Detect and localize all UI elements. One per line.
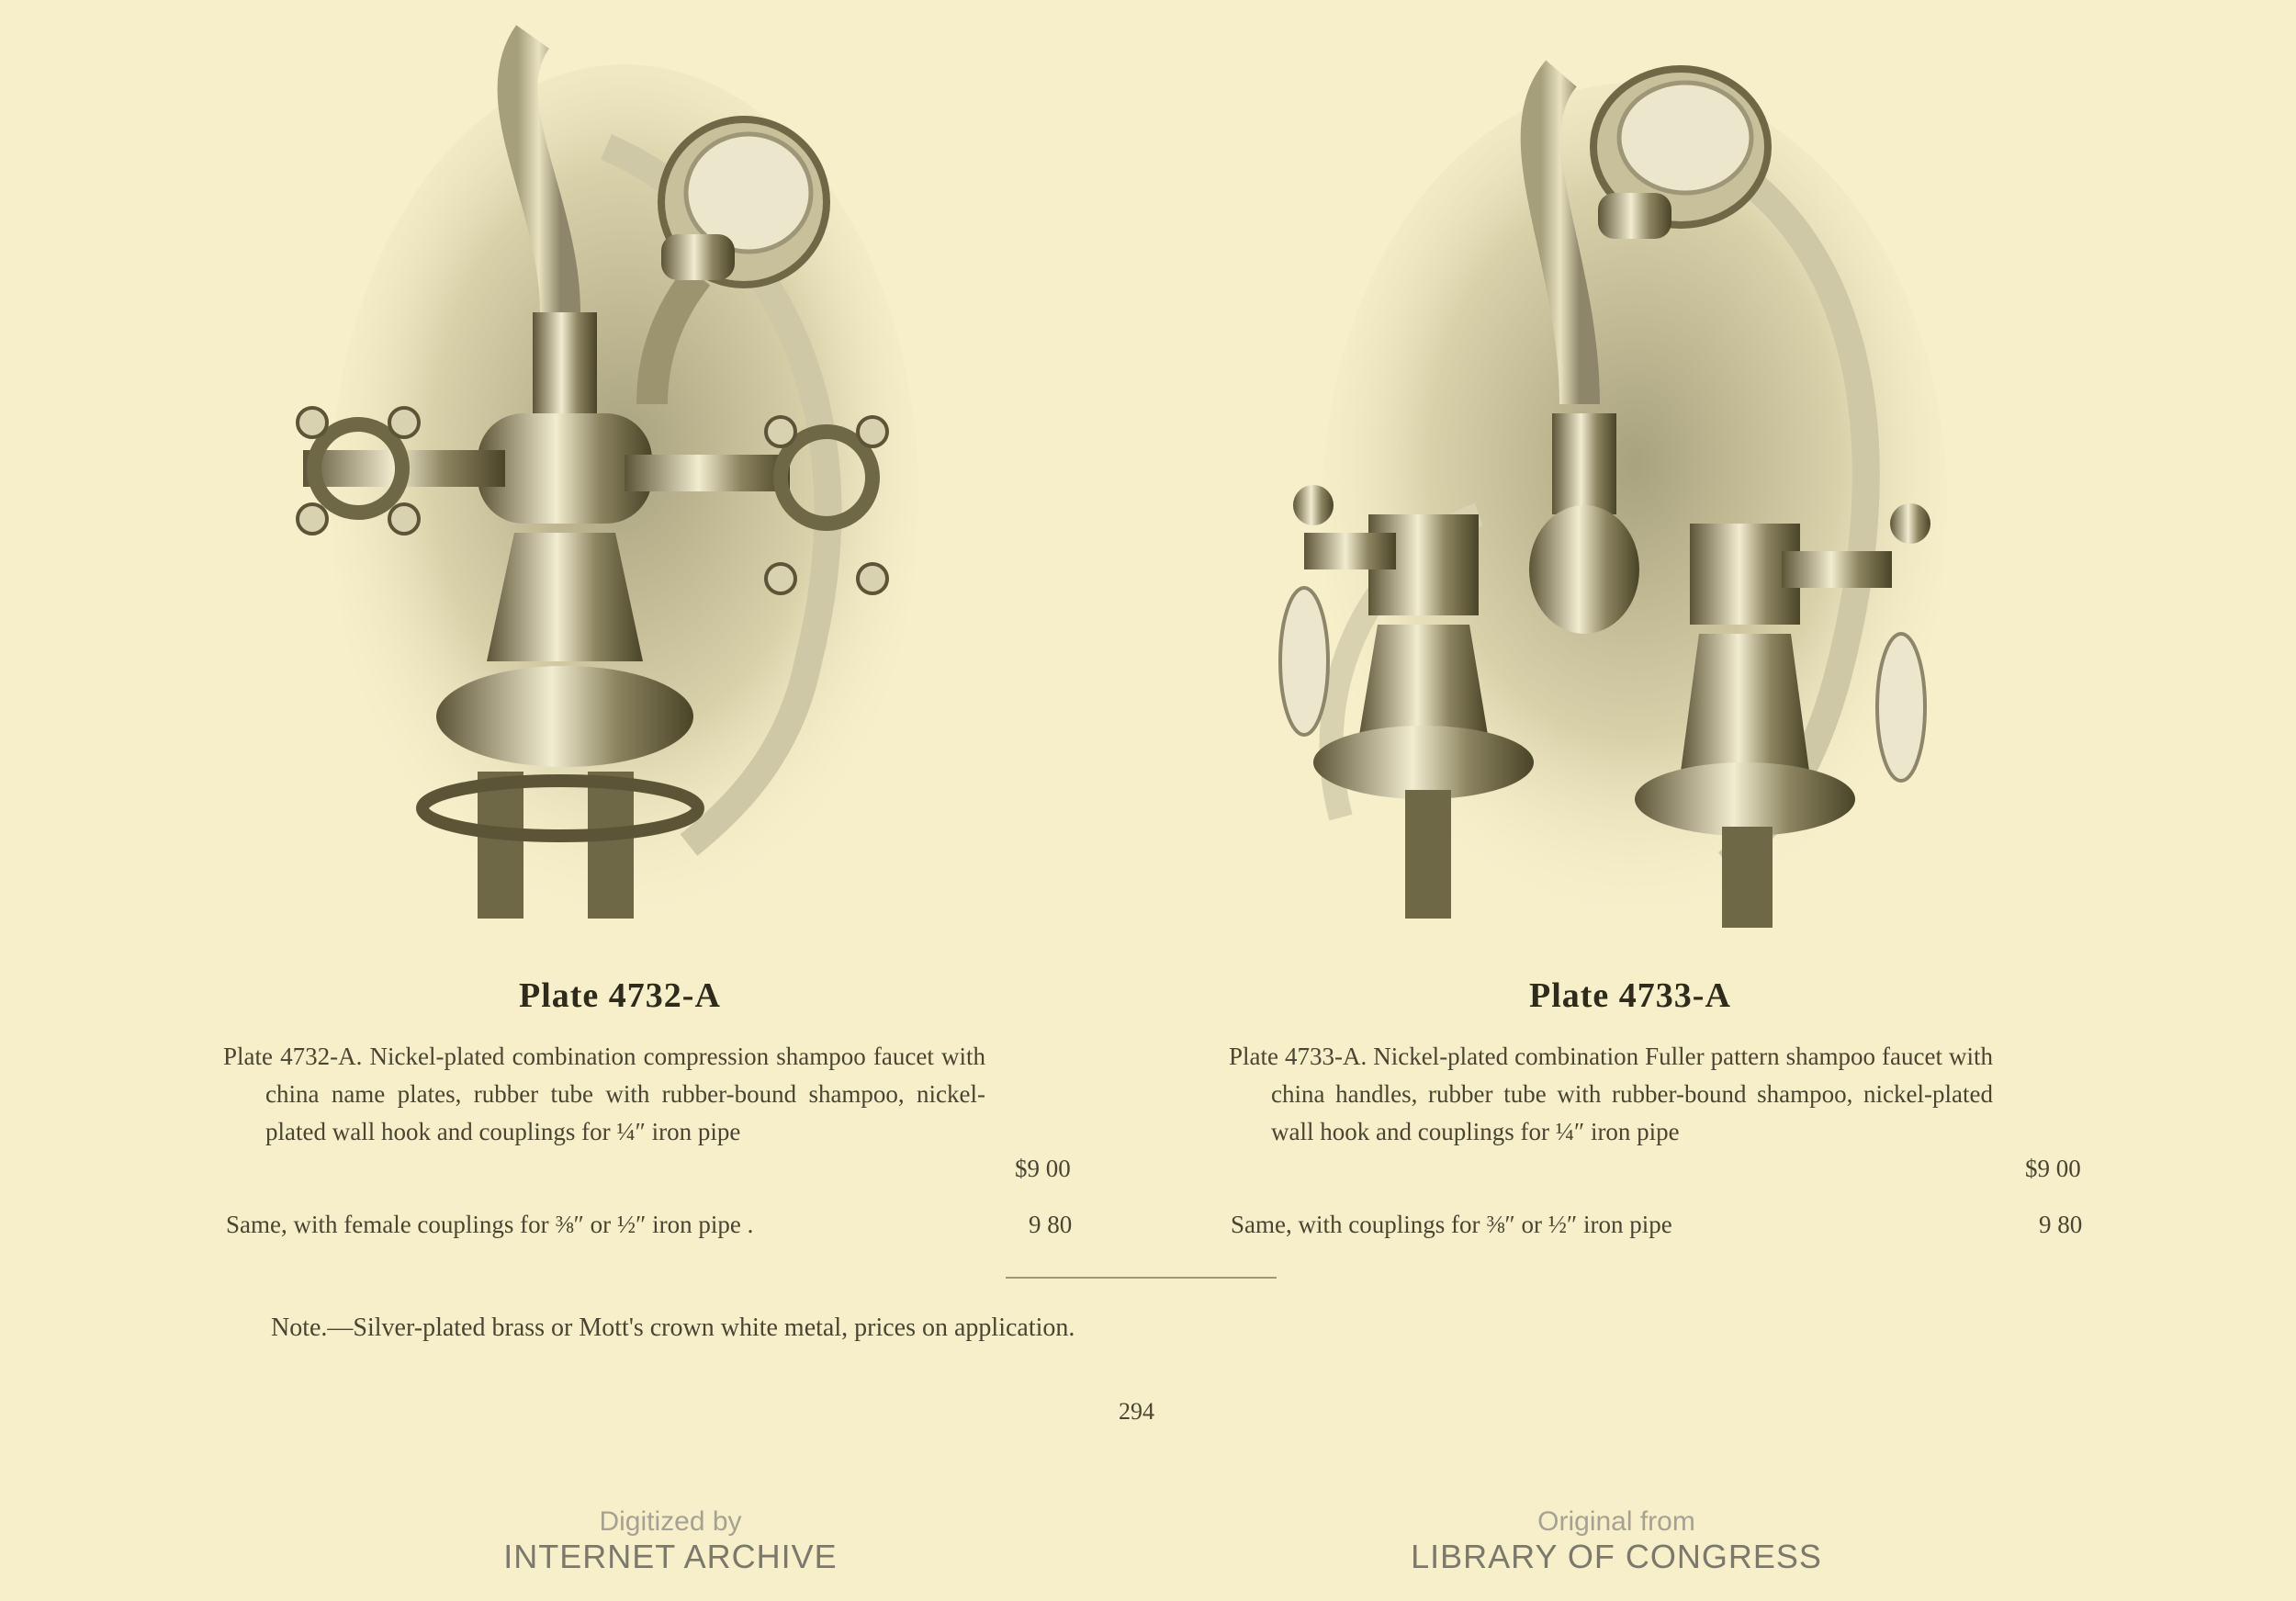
watermark-line2: LIBRARY OF CONGRESS	[1411, 1538, 1822, 1575]
page-number: 294	[1119, 1398, 1154, 1425]
faucet-illustration-4733a	[1267, 37, 1984, 937]
price-note: Note.—Silver-plated brass or Mott's crown white metal, prices on application.	[271, 1313, 1075, 1342]
watermark-digitized-by	[459, 1506, 882, 1576]
price-right-2: 9 80	[2039, 1211, 2083, 1238]
plate-description-left	[223, 1038, 985, 1151]
faucet-illustration-4732a	[257, 18, 955, 928]
divider-rule	[1006, 1277, 1277, 1279]
same-text-left: Same, with female couplings for ⅜″ or ½″ iron pipe .	[226, 1211, 754, 1238]
watermark-line2: INTERNET ARCHIVE	[503, 1538, 838, 1575]
plate-description-right	[1229, 1038, 1993, 1151]
description-lead: Plate 4733-A. Nickel-plated combination Fuller pattern shampoo faucet with china handles, rubber tube with rubber-bound shampoo, nickel-plated wall hook and couplings for ¼″ iron pipe	[1229, 1043, 1993, 1145]
watermark-line1: Digitized by	[599, 1506, 742, 1537]
plate-caption-right: Plate 4733-A	[1529, 976, 1731, 1015]
watermark-original-from	[1359, 1506, 1874, 1576]
description-text	[1229, 1038, 1993, 1151]
watermark-line1: Original from	[1537, 1506, 1695, 1537]
description-text	[223, 1038, 985, 1151]
price-left-1: $9 00	[1015, 1155, 1071, 1182]
price-right-1: $9 00	[2025, 1155, 2081, 1182]
same-text-right: Same, with couplings for ⅜″ or ½″ iron pipe	[1231, 1211, 1672, 1238]
description-lead: Plate 4732-A. Nickel-plated combination compression shampoo faucet with china name plates, rubber tube with rubber-bound shampoo, nickel-plated wall hook and couplings for ¼″ iron pipe	[223, 1043, 985, 1145]
plate-caption-left: Plate 4732-A	[519, 976, 721, 1015]
price-left-2: 9 80	[1029, 1211, 1073, 1238]
